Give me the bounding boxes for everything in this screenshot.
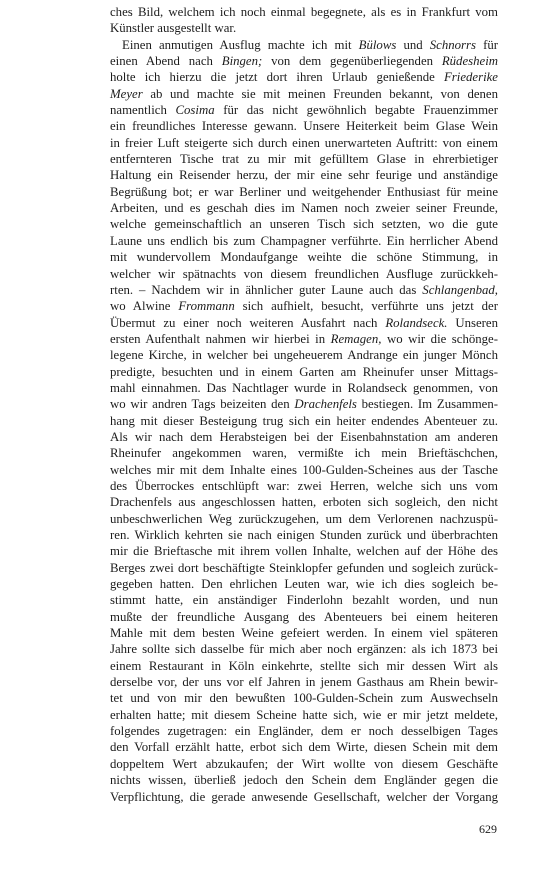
- text-run: Laune uns endlich bis zum Champagner verführte. Ein herrlicher Abend: [110, 233, 498, 248]
- italic-text-run: Remagen,: [330, 331, 382, 346]
- text-run: einem Restaurant in Köln einkehrte, stellte sich mir dessen Wirt als: [110, 658, 498, 673]
- text-run: Rheinufer angekommen waren, vermißte ich mein Brieftäschchen,: [110, 446, 498, 461]
- text-line: [110, 625, 498, 641]
- text-run: Übermut zu einer noch weiteren Ausfahrt nach: [110, 315, 386, 330]
- text-line: [110, 543, 498, 559]
- text-run: rten. – Nachdem wir in ähnlicher guter Laune auch das: [110, 282, 423, 297]
- text-run: Drachenfels aus angeschlossen hatten, erboten sich sogleich, den nicht: [110, 495, 498, 510]
- text-run: welche gemeinschaftlich an unseren Tisch sich setzten, wo die gute: [110, 217, 498, 232]
- text-line: [110, 200, 498, 216]
- text-line: [110, 151, 498, 167]
- text-line: [110, 429, 498, 445]
- text-run: wo wir andren Tags beizeiten den: [110, 397, 295, 412]
- text-line: [110, 53, 498, 69]
- text-line: [110, 37, 498, 53]
- italic-text-run: Meyer: [110, 86, 143, 101]
- text-run: erhalten hatte; mit diesem Scheine hatte sich, wie er mir jetzt meldete,: [110, 707, 498, 722]
- text-line: [110, 658, 498, 674]
- text-run: Begrüßung bot; er war Berliner und weitgehender Enthusiast für meine: [110, 184, 498, 199]
- text-line: [110, 331, 498, 347]
- text-line: [110, 494, 498, 510]
- text-line: [110, 772, 498, 788]
- text-line: [110, 216, 498, 232]
- text-run: nichts wissen, überließ jedoch den Schein dem Engländer gegen die: [110, 773, 498, 788]
- text-line: [110, 102, 498, 118]
- text-line: [110, 690, 498, 706]
- text-line: [110, 576, 498, 592]
- text-line: [110, 674, 498, 690]
- text-run: tet und von mir den bewußten 100-Gulden-Schein zum Auswechseln: [110, 691, 498, 706]
- text-run: Als wir nach dem Herabsteigen bei der Eisenbahnstation am anderen: [110, 429, 498, 444]
- text-run: für: [475, 37, 498, 52]
- text-line: [110, 20, 498, 36]
- text-run: mir die Brieftasche mit ihrem vollen Inhalte, welchen auf der Höhe des: [110, 544, 498, 559]
- text-line: [110, 756, 498, 772]
- italic-text-run: Cosima: [175, 103, 215, 118]
- text-run: unbeschwerlichen Weg zurückzugehen, um dem Verlorenen nachzuspü-: [110, 511, 498, 526]
- text-line: [110, 298, 498, 314]
- text-run: hang mit dieser Besteigung trug sich ein heiter endendes Abenteuer zu.: [110, 413, 498, 428]
- text-run: sich aufhielt, besucht, verführte uns jetzt der: [234, 299, 498, 314]
- text-run: derselbe vor, der uns vor elf Jahren in jenem Gasthaus am Rhein bewir-: [110, 675, 498, 690]
- text-line: [110, 4, 498, 20]
- text-run: predigte, besuchten und in einem Garten am Rheinufer unser Mittags-: [110, 364, 498, 379]
- text-run: einen Abend nach: [110, 54, 222, 69]
- text-run: ein freundliches Interesse gewann. Unsere Heiterkeit beim Glase Wein: [110, 119, 498, 134]
- italic-text-run: Rolandseck.: [385, 315, 448, 330]
- text-run: mußte der freundliche Ausgang des Abenteuers bei einem heiteren: [110, 609, 498, 624]
- paragraph: [110, 4, 498, 37]
- text-run: den Vorfall erzählt hatte, erbot sich dem Wirte, diesen Schein mit dem: [110, 740, 498, 755]
- text-line: [110, 789, 498, 805]
- text-run: und: [396, 37, 430, 52]
- text-run: namentlich: [110, 103, 176, 118]
- italic-text-run: Drachenfels: [294, 397, 357, 412]
- text-line: [110, 707, 498, 723]
- text-line: [110, 167, 498, 183]
- text-line: [110, 739, 498, 755]
- italic-text-run: Schlangenbad,: [422, 282, 498, 297]
- text-run: mahl einnahmen. Das Nachtlager wurde in Rolandseck genommen, von: [110, 380, 498, 395]
- text-run: legene Kirche, in welcher bei ungeheuerem Andrange ein junger Mönch: [110, 348, 498, 363]
- italic-text-run: Friederike: [443, 70, 498, 85]
- text-run: stimmt hatte, ein anständiger Finderlohn bezahlt worden, und nun: [110, 593, 498, 608]
- text-run: holte ich hierzu die jetzt dort ihren Urlaub genießende: [110, 70, 444, 85]
- text-line: [110, 315, 498, 331]
- text-run: ersten Aufenthalt nahmen wir hierbei in: [110, 331, 331, 346]
- text-run: welches mir mit dem Inhalte eines 100-Gulden-Scheines aus der Tasche: [110, 462, 498, 477]
- text-run: ches Bild, welchem ich noch einmal begegnete, als es in Frankfurt vom: [110, 5, 498, 19]
- text-line: [110, 347, 498, 363]
- text-line: [110, 413, 498, 429]
- text-line: [110, 118, 498, 134]
- italic-text-run: Bingen;: [221, 54, 263, 69]
- text-line: [110, 135, 498, 151]
- text-run: Verpflichtung, die gerade anwesende Gesellschaft, welcher der Vorgang: [110, 789, 498, 804]
- text-run: Haltung ein Reisender herzu, der mir eine sehr feurige und anständige: [110, 168, 498, 183]
- text-run: ren. Wirklich kehrten sie nach einigen Stunden zurück und überbrachten: [110, 528, 498, 542]
- text-run: Jahre sollte sich dasselbe für mich aber noch ergänzen: als ich 1873 bei: [110, 642, 498, 657]
- text-run: ab und machte sie mit meinen Freunden bekannt, von denen: [142, 86, 498, 101]
- text-line: [110, 560, 498, 576]
- italic-text-run: Schnorrs: [429, 37, 476, 52]
- text-line: [110, 69, 498, 85]
- text-run: Unseren: [447, 315, 498, 330]
- text-line: [110, 233, 498, 249]
- text-line: [110, 266, 498, 282]
- text-line: [110, 609, 498, 625]
- italic-text-run: Bülows: [358, 37, 397, 52]
- text-line: [110, 364, 498, 380]
- text-line: [110, 396, 498, 412]
- text-line: [110, 445, 498, 461]
- text-line: [110, 641, 498, 657]
- text-run: für das nicht gewöhnlich begabte Frauenzimmer: [214, 103, 498, 118]
- italic-text-run: Rüdesheim: [441, 54, 498, 69]
- italic-text-run: Frommann: [178, 299, 235, 314]
- text-run: welcher wir spätnachts von diesem freundlichen Ausfluge zurückkeh-: [110, 266, 498, 281]
- text-line: [110, 478, 498, 494]
- text-line: [110, 592, 498, 608]
- text-line: [110, 462, 498, 478]
- text-run: gegeben hatten. Den ehrlichen Leuten war, wie ich dies sogleich be-: [110, 577, 498, 592]
- body-text: [110, 4, 498, 805]
- text-run: Einen anmutigen Ausflug machte ich mit: [122, 37, 359, 52]
- text-run: Berges zwei dort beschäftigte Steinklopfer gefunden und sogleich zurück-: [110, 560, 498, 575]
- text-line: [110, 184, 498, 200]
- text-run: wo wir die schönge-: [381, 331, 498, 346]
- text-line: [110, 86, 498, 102]
- page-number: 629: [479, 822, 497, 836]
- text-line: [110, 249, 498, 265]
- text-line: [110, 527, 498, 543]
- text-run: wo Alwine: [110, 299, 179, 314]
- text-line: [110, 380, 498, 396]
- text-line: [110, 723, 498, 739]
- text-run: entfernteren Tische trat zu mir mit gefülltem Glase in ehrerbietiger: [110, 152, 498, 167]
- text-run: doppeltem Wert abzukaufen; der Wirt wollte von diesem Geschäfte: [110, 756, 498, 771]
- text-run: folgendes zugetragen: ein Engländer, dem er noch desselbigen Tages: [110, 724, 498, 739]
- paragraph: [110, 37, 498, 805]
- text-run: bestiegen. Im Zusammen-: [356, 397, 498, 412]
- text-run: in freier Luft steigerte sich durch einen unerwarteten Auftritt: von einem: [110, 135, 498, 150]
- text-run: Mahle mit dem besten Weine gefeiert werden. In einem viel späteren: [110, 626, 498, 641]
- text-run: Künstler ausgestellt war.: [110, 21, 237, 36]
- text-line: [110, 511, 498, 527]
- text-line: [110, 282, 498, 298]
- text-run: von dem gegenüberliegenden: [262, 54, 442, 69]
- text-run: des Überrockes entschlüpft war: zwei Herren, welche sich uns vom: [110, 478, 498, 493]
- text-run: Arbeiten, und es geschah dies im Namen noch zweier seiner Freunde,: [110, 201, 498, 216]
- text-run: mit wundervollem Mondaufgange weihte die schöne Stimmung, in: [110, 250, 498, 265]
